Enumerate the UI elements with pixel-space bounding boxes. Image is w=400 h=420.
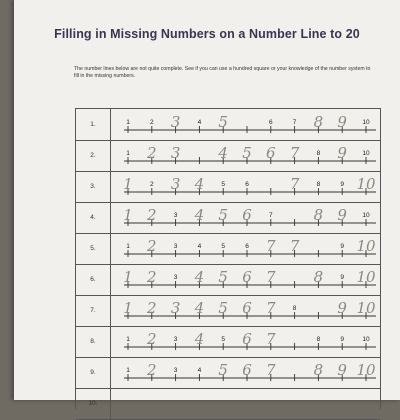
printed-number: 6 <box>268 119 273 126</box>
handwritten-number: 8 <box>313 113 324 131</box>
instructions-text: The number lines below are not quite complete. See if you can use a hundred square or your knowledge of the number system to fill in the missing numbers. <box>74 66 371 79</box>
row-number: 5. <box>76 233 111 264</box>
handwritten-number: 4 <box>194 206 205 224</box>
printed-number: 3 <box>173 336 178 343</box>
handwritten-number: 5 <box>242 144 252 162</box>
handwritten-number: 7 <box>266 299 276 317</box>
printed-number: 3 <box>173 212 178 219</box>
number-line <box>110 140 380 171</box>
handwritten-number: 3 <box>170 299 181 317</box>
handwritten-number: 8 <box>313 268 324 286</box>
printed-number: 3 <box>173 367 178 374</box>
handwritten-number: 8 <box>313 206 324 224</box>
printed-number: 4 <box>197 243 202 250</box>
handwritten-number: 10 <box>356 237 376 255</box>
handwritten-number: 7 <box>266 361 276 379</box>
handwritten-number: 2 <box>147 144 157 162</box>
printed-number: 10 <box>362 212 370 219</box>
printed-number: 4 <box>197 119 202 126</box>
printed-number: 10 <box>362 119 370 126</box>
printed-number: 5 <box>221 336 226 343</box>
number-line-row <box>76 140 380 172</box>
handwritten-number: 2 <box>147 206 157 224</box>
handwritten-number: 7 <box>289 175 300 193</box>
handwritten-number: 7 <box>266 237 276 255</box>
number-line <box>110 171 380 202</box>
number-line <box>110 326 380 357</box>
printed-number: 9 <box>340 243 345 250</box>
handwritten-number: 6 <box>266 144 276 162</box>
handwritten-number: 7 <box>289 237 300 255</box>
handwritten-number: 3 <box>170 113 181 131</box>
row-number: 1. <box>76 109 111 140</box>
worksheet-page <box>14 0 400 407</box>
handwritten-number: 9 <box>337 361 347 379</box>
printed-number: 4 <box>197 367 202 374</box>
number-line-row <box>76 295 380 327</box>
handwritten-number: 5 <box>218 268 228 286</box>
row-number: 10. <box>76 388 111 419</box>
handwritten-number: 7 <box>289 144 300 162</box>
handwritten-number: 8 <box>313 361 324 379</box>
row-number: 9. <box>76 357 111 388</box>
printed-number: 8 <box>316 150 321 157</box>
handwritten-number: 5 <box>218 299 228 317</box>
printed-number: 7 <box>292 119 297 126</box>
handwritten-number: 4 <box>194 268 205 286</box>
handwritten-number: 6 <box>242 330 252 348</box>
handwritten-number: 9 <box>337 113 347 131</box>
row-number: 3. <box>76 171 111 202</box>
number-line <box>110 295 380 326</box>
printed-number: 1 <box>126 243 130 250</box>
number-line-row <box>76 171 380 203</box>
handwritten-number: 2 <box>147 299 157 317</box>
handwritten-number: 7 <box>266 268 276 286</box>
printed-number: 6 <box>245 243 249 250</box>
number-line-row <box>76 109 380 141</box>
handwritten-number: 3 <box>170 144 181 162</box>
printed-number: 1 <box>126 150 130 157</box>
printed-number: 1 <box>126 119 130 126</box>
handwritten-number: 2 <box>147 237 157 255</box>
handwritten-number: 2 <box>147 330 157 348</box>
printed-number: 6 <box>245 181 249 188</box>
handwritten-number: 10 <box>356 299 376 317</box>
handwritten-number: 10 <box>356 268 376 286</box>
printed-number: 8 <box>316 336 321 343</box>
handwritten-number: 1 <box>123 175 133 193</box>
handwritten-number: 6 <box>242 299 252 317</box>
handwritten-number: 4 <box>194 175 205 193</box>
printed-number: 2 <box>149 119 154 126</box>
handwritten-number: 6 <box>242 361 252 379</box>
handwritten-number: 4 <box>194 299 205 317</box>
handwritten-number: 4 <box>194 330 205 348</box>
printed-number: 1 <box>126 367 130 374</box>
handwritten-number: 4 <box>218 144 228 162</box>
number-line <box>110 357 380 388</box>
printed-number: 5 <box>221 243 226 250</box>
number-line <box>110 264 380 295</box>
handwritten-number: 6 <box>242 206 252 224</box>
handwritten-number: 7 <box>266 330 276 348</box>
handwritten-number: 10 <box>356 361 376 379</box>
handwritten-number: 3 <box>170 175 181 193</box>
number-line-row <box>76 326 380 358</box>
printed-number: 9 <box>340 274 345 281</box>
number-line-row <box>76 388 380 420</box>
printed-number: 7 <box>268 212 273 219</box>
number-line-row <box>76 202 380 234</box>
number-line-row <box>76 233 380 265</box>
printed-number: 3 <box>173 243 178 250</box>
handwritten-number: 9 <box>337 206 347 224</box>
printed-number: 10 <box>362 150 370 157</box>
handwritten-number: 1 <box>123 206 133 224</box>
printed-number: 9 <box>340 336 345 343</box>
printed-number: 8 <box>292 305 297 312</box>
number-line-row <box>76 357 380 389</box>
printed-number: 3 <box>173 274 178 281</box>
printed-number: 10 <box>362 336 370 343</box>
row-number: 7. <box>76 295 111 326</box>
handwritten-number: 9 <box>337 144 347 162</box>
handwritten-number: 5 <box>218 206 228 224</box>
handwritten-number: 5 <box>218 361 228 379</box>
row-number: 4. <box>76 202 111 233</box>
handwritten-number: 10 <box>356 175 376 193</box>
handwritten-number: 2 <box>147 361 157 379</box>
printed-number: 9 <box>340 181 345 188</box>
row-number: 6. <box>76 264 111 295</box>
printed-number: 1 <box>126 336 130 343</box>
printed-number: 8 <box>316 181 321 188</box>
number-line <box>110 202 380 233</box>
page-title: Filling in Missing Numbers on a Number Line to 20 <box>54 27 360 41</box>
printed-number: 5 <box>221 181 226 188</box>
number-line-row <box>76 264 380 296</box>
handwritten-number: 5 <box>218 113 228 131</box>
number-line <box>110 233 380 264</box>
handwritten-number: 2 <box>147 268 157 286</box>
handwritten-number: 1 <box>123 299 133 317</box>
row-number: 8. <box>76 326 111 357</box>
number-line-table <box>75 108 381 409</box>
handwritten-number: 1 <box>123 268 133 286</box>
row-number: 2. <box>76 140 111 171</box>
handwritten-number: 6 <box>242 268 252 286</box>
printed-number: 2 <box>149 181 154 188</box>
handwritten-number: 9 <box>337 299 347 317</box>
number-line <box>110 109 380 140</box>
